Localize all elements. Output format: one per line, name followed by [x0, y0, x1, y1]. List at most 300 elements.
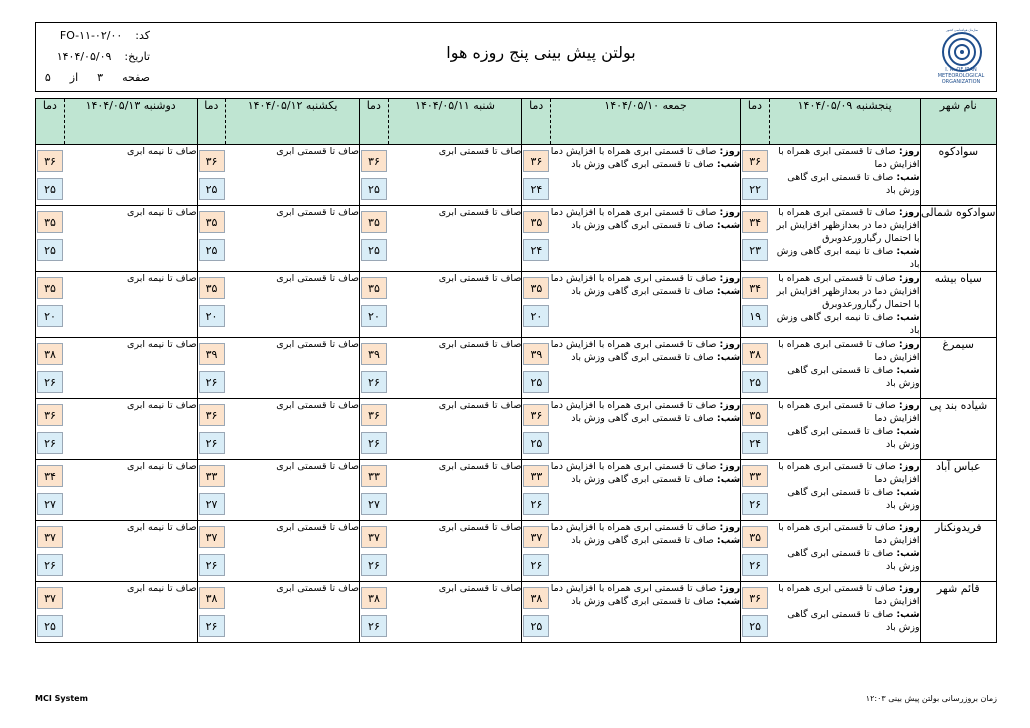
min-temp: ۲۵ — [37, 615, 63, 637]
night-forecast — [769, 608, 919, 634]
forecast-text: صاف تا قسمتی ابری — [276, 273, 359, 284]
day-column-header: پنجشنبه ۱۴۰۴/۰۵/۰۹ — [769, 99, 920, 145]
day-forecast-text: صاف تا قسمتی ابری همراه با افزایش دما — [778, 522, 920, 546]
max-temp: ۳۸ — [37, 343, 63, 365]
min-temp: ۲۰ — [199, 305, 225, 327]
night-forecast-text: صاف تا قسمتی ابری گاهی وزش باد — [787, 172, 920, 196]
min-temp: ۱۹ — [742, 305, 768, 327]
temperature-cell — [197, 206, 226, 272]
night-forecast — [769, 364, 919, 390]
day-label: روز: — [719, 273, 741, 284]
min-temp: ۲۶ — [361, 615, 387, 637]
temp-column-header: دما — [36, 99, 65, 145]
night-forecast-text: صاف تا نیمه ابری گاهی وزش باد — [776, 246, 920, 270]
min-temp: ۲۶ — [361, 554, 387, 576]
max-temp: ۳۵ — [361, 277, 387, 299]
day-forecast — [551, 460, 741, 473]
min-temp: ۲۵ — [361, 178, 387, 200]
forecast-description — [64, 399, 197, 460]
day-forecast — [769, 399, 919, 425]
forecast-description — [769, 460, 920, 521]
min-temp: ۲۵ — [523, 615, 549, 637]
temperature-cell — [522, 145, 551, 206]
temperature-cell — [741, 145, 770, 206]
temperature-cell — [741, 582, 770, 643]
footer-system-name: MCI System — [35, 694, 88, 703]
day-forecast — [769, 338, 919, 364]
forecast-description — [226, 521, 360, 582]
temperature-cell — [359, 460, 388, 521]
forecast-description — [388, 145, 522, 206]
min-temp: ۲۰ — [523, 305, 549, 327]
max-temp: ۳۳ — [742, 465, 768, 487]
forecast-description — [769, 338, 920, 399]
day-forecast-text: صاف تا قسمتی ابری همراه با افزایش دما — [778, 400, 920, 424]
forecast-text: صاف تا قسمتی ابری — [276, 146, 359, 157]
min-temp: ۲۵ — [742, 371, 768, 393]
temperature-cell — [359, 206, 388, 272]
max-temp: ۳۵ — [742, 404, 768, 426]
forecast-description — [388, 399, 522, 460]
forecast-text: صاف تا قسمتی ابری — [438, 522, 522, 533]
temperature-cell — [36, 145, 65, 206]
day-forecast-text: صاف تا قسمتی ابری همراه با افزایش دما — [550, 207, 717, 218]
day-label: روز: — [719, 461, 741, 472]
night-forecast-text: صاف تا قسمتی ابری گاهی وزش باد — [787, 548, 920, 572]
temperature-cell — [359, 521, 388, 582]
forecast-text: صاف تا نیمه ابری — [127, 583, 197, 594]
forecast-text: صاف تا قسمتی ابری — [276, 522, 359, 533]
max-temp: ۳۵ — [523, 277, 549, 299]
night-label: شب: — [716, 596, 741, 607]
day-label: روز: — [898, 339, 920, 350]
forecast-text: صاف تا نیمه ابری — [127, 146, 197, 157]
logo-line: I. R. OF IRAN — [945, 67, 977, 73]
day-label: روز: — [719, 583, 741, 594]
night-label: شب: — [896, 246, 920, 257]
forecast-description — [388, 582, 522, 643]
day-column-header: دوشنبه ۱۴۰۴/۰۵/۱۳ — [64, 99, 197, 145]
forecast-text: صاف تا قسمتی ابری — [438, 583, 522, 594]
day-forecast-text: صاف تا قسمتی ابری همراه با افزایش دما — [550, 273, 717, 284]
min-temp: ۲۵ — [523, 371, 549, 393]
temperature-cell — [197, 521, 226, 582]
day-label: روز: — [719, 207, 741, 218]
day-forecast — [551, 521, 741, 534]
forecast-text: صاف تا قسمتی ابری — [438, 207, 522, 218]
day-forecast — [551, 582, 741, 595]
night-label: شب: — [896, 426, 920, 437]
temperature-cell — [522, 521, 551, 582]
day-forecast-text: صاف تا قسمتی ابری همراه با افزایش دما — [778, 461, 920, 485]
min-temp: ۲۰ — [37, 305, 63, 327]
min-temp: ۲۳ — [742, 239, 768, 261]
min-temp: ۲۵ — [37, 239, 63, 261]
max-temp: ۳۶ — [742, 587, 768, 609]
date-value: ۱۴۰۴/۰۵/۰۹ — [56, 50, 112, 63]
temperature-cell — [197, 145, 226, 206]
forecast-description — [226, 206, 360, 272]
day-label: روز: — [898, 146, 920, 157]
city-name: شیاده بند پی — [920, 399, 996, 460]
temperature-cell — [197, 399, 226, 460]
max-temp: ۳۷ — [37, 526, 63, 548]
day-forecast-text: صاف تا قسمتی ابری همراه با افزایش دما — [550, 461, 717, 472]
forecast-description — [64, 521, 197, 582]
forecast-description — [551, 338, 741, 399]
night-label: شب: — [896, 312, 920, 323]
night-forecast — [769, 171, 919, 197]
min-temp: ۲۶ — [199, 432, 225, 454]
night-forecast — [769, 245, 919, 271]
forecast-description — [226, 145, 360, 206]
day-forecast-text: صاف تا قسمتی ابری همراه با افزایش دما — [550, 400, 717, 411]
temp-column-header: دما — [522, 99, 551, 145]
forecast-description — [551, 399, 741, 460]
table-row — [36, 521, 997, 582]
night-label: شب: — [716, 413, 741, 424]
day-forecast — [551, 145, 741, 158]
day-label: روز: — [898, 207, 920, 218]
table-row — [36, 272, 997, 338]
temperature-cell — [197, 460, 226, 521]
night-label: شب: — [896, 609, 920, 620]
temperature-cell — [522, 272, 551, 338]
page-label: صفحه — [122, 71, 150, 84]
day-forecast — [769, 206, 919, 245]
max-temp: ۳۴ — [742, 277, 768, 299]
date-row — [57, 50, 150, 63]
max-temp: ۳۶ — [523, 404, 549, 426]
title-box — [156, 22, 927, 92]
forecast-description — [769, 206, 920, 272]
temperature-cell — [36, 582, 65, 643]
night-forecast-text: صاف تا قسمتی ابری گاهی وزش باد — [787, 487, 920, 511]
temperature-cell — [741, 460, 770, 521]
night-forecast — [769, 486, 919, 512]
day-forecast-text: صاف تا قسمتی ابری همراه با افزایش دما در بعدازظهر افزایش ابر با احتمال رگبارورعدوبرق — [776, 273, 920, 310]
page-row — [45, 71, 150, 84]
day-label: روز: — [719, 522, 741, 533]
temperature-cell — [522, 206, 551, 272]
date-label: تاریخ: — [124, 50, 150, 63]
night-forecast-text: صاف تا قسمتی ابری گاهی وزش باد — [787, 426, 920, 450]
min-temp: ۲۷ — [361, 493, 387, 515]
max-temp: ۳۶ — [361, 404, 387, 426]
night-forecast-text: صاف تا قسمتی ابری گاهی وزش باد — [571, 474, 714, 485]
night-label: شب: — [716, 286, 741, 297]
day-forecast-text: صاف تا قسمتی ابری همراه با افزایش دما — [778, 146, 920, 170]
max-temp: ۳۴ — [742, 211, 768, 233]
forecast-description — [388, 272, 522, 338]
night-forecast — [769, 425, 919, 451]
table-row — [36, 206, 997, 272]
night-label: شب: — [896, 548, 920, 559]
forecast-description — [226, 399, 360, 460]
night-forecast — [551, 285, 741, 298]
temperature-cell — [359, 399, 388, 460]
max-temp: ۳۳ — [199, 465, 225, 487]
city-name: قائم شهر — [920, 582, 996, 643]
night-forecast — [551, 412, 741, 425]
night-forecast — [551, 158, 741, 171]
max-temp: ۳۴ — [37, 465, 63, 487]
forecast-description — [64, 338, 197, 399]
min-temp: ۲۶ — [199, 554, 225, 576]
forecast-description — [64, 272, 197, 338]
page-total: ۵ — [44, 71, 51, 84]
temperature-cell — [741, 399, 770, 460]
temperature-cell — [741, 521, 770, 582]
day-forecast — [769, 582, 919, 608]
forecast-text: صاف تا قسمتی ابری — [438, 400, 522, 411]
min-temp: ۲۴ — [742, 432, 768, 454]
night-forecast-text: صاف تا قسمتی ابری گاهی وزش باد — [571, 352, 714, 363]
forecast-description — [551, 145, 741, 206]
min-temp: ۲۶ — [361, 371, 387, 393]
code-value: FO-۱۱-۰۲/۰۰ — [59, 29, 123, 42]
forecast-description — [769, 582, 920, 643]
forecast-description — [551, 272, 741, 338]
min-temp: ۲۶ — [523, 493, 549, 515]
min-temp: ۲۰ — [361, 305, 387, 327]
day-forecast — [769, 521, 919, 547]
max-temp: ۳۹ — [361, 343, 387, 365]
night-label: شب: — [896, 487, 920, 498]
city-name: فریدونکنار — [920, 521, 996, 582]
night-forecast — [551, 219, 741, 232]
max-temp: ۳۶ — [742, 150, 768, 172]
max-temp: ۳۵ — [742, 526, 768, 548]
night-label: شب: — [716, 474, 741, 485]
min-temp: ۲۶ — [742, 554, 768, 576]
temperature-cell — [522, 399, 551, 460]
temperature-cell — [36, 206, 65, 272]
min-temp: ۲۵ — [742, 615, 768, 637]
min-temp: ۲۴ — [523, 178, 549, 200]
day-forecast-text: صاف تا قسمتی ابری همراه با افزایش دما — [778, 583, 920, 607]
forecast-description — [388, 521, 522, 582]
day-label: روز: — [719, 339, 741, 350]
forecast-text: صاف تا قسمتی ابری — [276, 339, 359, 350]
max-temp: ۳۵ — [523, 211, 549, 233]
day-forecast — [769, 460, 919, 486]
max-temp: ۳۵ — [199, 211, 225, 233]
temperature-cell — [36, 460, 65, 521]
forecast-description — [551, 460, 741, 521]
forecast-description — [388, 206, 522, 272]
forecast-text: صاف تا نیمه ابری — [127, 522, 197, 533]
temperature-cell — [36, 272, 65, 338]
day-label: روز: — [898, 461, 920, 472]
forecast-text: صاف تا قسمتی ابری — [276, 583, 359, 594]
min-temp: ۲۵ — [37, 178, 63, 200]
max-temp: ۳۶ — [523, 150, 549, 172]
forecast-description — [64, 460, 197, 521]
min-temp: ۲۶ — [361, 432, 387, 454]
forecast-text: صاف تا قسمتی ابری — [276, 461, 359, 472]
day-forecast-text: صاف تا قسمتی ابری همراه با افزایش دما در بعدازظهر افزایش ابر با احتمال رگبارورعدوبرق — [776, 207, 920, 244]
max-temp: ۳۵ — [361, 211, 387, 233]
temperature-cell — [741, 338, 770, 399]
forecast-description — [64, 145, 197, 206]
max-temp: ۳۵ — [199, 277, 225, 299]
temperature-cell — [36, 338, 65, 399]
night-forecast-text: صاف تا نیمه ابری گاهی وزش باد — [776, 312, 920, 336]
temperature-cell — [741, 272, 770, 338]
temperature-cell — [197, 582, 226, 643]
temperature-cell — [522, 460, 551, 521]
day-forecast-text: صاف تا قسمتی ابری همراه با افزایش دما — [550, 522, 717, 533]
forecast-description — [769, 145, 920, 206]
day-forecast-text: صاف تا قسمتی ابری همراه با افزایش دما — [778, 339, 920, 363]
max-temp: ۳۸ — [742, 343, 768, 365]
day-label: روز: — [898, 522, 920, 533]
forecast-description — [769, 521, 920, 582]
night-forecast-text: صاف تا قسمتی ابری گاهی وزش باد — [571, 535, 714, 546]
min-temp: ۲۷ — [199, 493, 225, 515]
max-temp: ۳۸ — [523, 587, 549, 609]
night-forecast — [551, 534, 741, 547]
max-temp: ۳۶ — [37, 404, 63, 426]
day-label: روز: — [898, 583, 920, 594]
day-forecast — [769, 272, 919, 311]
night-forecast — [551, 473, 741, 486]
min-temp: ۲۶ — [523, 554, 549, 576]
forecast-rows — [36, 145, 997, 643]
forecast-description — [226, 460, 360, 521]
day-column-header: یکشنبه ۱۴۰۴/۰۵/۱۲ — [226, 99, 360, 145]
max-temp: ۳۶ — [199, 404, 225, 426]
night-label: شب: — [896, 365, 920, 376]
day-forecast — [551, 206, 741, 219]
day-forecast-text: صاف تا قسمتی ابری همراه با افزایش دما — [550, 583, 717, 594]
footer-update-time: زمان بروزرسانی بولتن پیش بینی ۱۲:۰۳ — [865, 694, 997, 703]
city-name: سوادکوه — [920, 145, 996, 206]
forecast-text: صاف تا قسمتی ابری — [276, 207, 359, 218]
document-meta-box — [35, 22, 157, 92]
day-forecast — [769, 145, 919, 171]
night-forecast-text: صاف تا قسمتی ابری گاهی وزش باد — [787, 365, 920, 389]
max-temp: ۳۶ — [199, 150, 225, 172]
temperature-cell — [36, 521, 65, 582]
min-temp: ۲۵ — [199, 178, 225, 200]
max-temp: ۳۳ — [523, 465, 549, 487]
forecast-text: صاف تا قسمتی ابری — [438, 273, 522, 284]
max-temp: ۳۵ — [37, 277, 63, 299]
temperature-cell — [359, 145, 388, 206]
day-label: روز: — [898, 400, 920, 411]
forecast-text: صاف تا نیمه ابری — [127, 339, 197, 350]
temperature-cell — [359, 338, 388, 399]
temperature-cell — [522, 338, 551, 399]
table-row — [36, 145, 997, 206]
min-temp: ۲۶ — [199, 615, 225, 637]
temp-column-header: دما — [197, 99, 226, 145]
forecast-text: صاف تا قسمتی ابری — [438, 146, 522, 157]
max-temp: ۳۷ — [523, 526, 549, 548]
night-forecast-text: صاف تا قسمتی ابری گاهی وزش باد — [571, 596, 714, 607]
night-label: شب: — [716, 352, 741, 363]
table-row — [36, 338, 997, 399]
code-label: کد: — [135, 29, 150, 42]
night-label: شب: — [896, 172, 920, 183]
max-temp: ۳۷ — [199, 526, 225, 548]
min-temp: ۲۶ — [199, 371, 225, 393]
forecast-description — [226, 582, 360, 643]
city-column-header: نام شهر — [920, 99, 996, 145]
min-temp: ۲۵ — [361, 239, 387, 261]
forecast-description — [64, 582, 197, 643]
forecast-description — [769, 272, 920, 338]
min-temp: ۲۶ — [37, 371, 63, 393]
forecast-description — [551, 521, 741, 582]
bulletin-header — [35, 22, 997, 92]
page-of: از — [69, 71, 79, 84]
page-current: ۳ — [97, 71, 104, 84]
forecast-description — [64, 206, 197, 272]
day-forecast-text: صاف تا قسمتی ابری همراه با افزایش دما — [550, 339, 717, 350]
logo-box — [926, 22, 997, 92]
table-row — [36, 460, 997, 521]
svg-text:سازمان هواشناسی کشور: سازمان هواشناسی کشور — [946, 28, 978, 32]
day-forecast — [551, 338, 741, 351]
logo-caption — [928, 67, 994, 85]
max-temp: ۳۶ — [361, 150, 387, 172]
max-temp: ۳۳ — [361, 465, 387, 487]
max-temp: ۳۶ — [37, 150, 63, 172]
table-row — [36, 582, 997, 643]
city-name: عباس آباد — [920, 460, 996, 521]
night-forecast — [551, 595, 741, 608]
forecast-description — [226, 272, 360, 338]
max-temp: ۳۷ — [37, 587, 63, 609]
city-name: سیاه بیشه — [920, 272, 996, 338]
max-temp: ۳۷ — [361, 526, 387, 548]
logo-line: ORGANIZATION — [941, 79, 981, 85]
night-label: شب: — [716, 159, 741, 170]
day-label: روز: — [719, 146, 741, 157]
temperature-cell — [359, 272, 388, 338]
day-column-header: شنبه ۱۴۰۴/۰۵/۱۱ — [388, 99, 522, 145]
night-forecast-text: صاف تا قسمتی ابری گاهی وزش باد — [571, 220, 714, 231]
temperature-cell — [197, 272, 226, 338]
max-temp: ۳۹ — [199, 343, 225, 365]
min-temp: ۲۴ — [523, 239, 549, 261]
day-column-header: جمعه ۱۴۰۴/۰۵/۱۰ — [551, 99, 741, 145]
forecast-description — [388, 338, 522, 399]
temperature-cell — [197, 338, 226, 399]
temperature-cell — [359, 582, 388, 643]
max-temp: ۳۸ — [361, 587, 387, 609]
night-forecast-text: صاف تا قسمتی ابری گاهی وزش باد — [571, 286, 714, 297]
forecast-description — [388, 460, 522, 521]
forecast-description — [551, 206, 741, 272]
forecast-description — [226, 338, 360, 399]
temperature-cell — [36, 399, 65, 460]
night-forecast — [769, 547, 919, 573]
temperature-cell — [522, 582, 551, 643]
day-forecast-text: صاف تا قسمتی ابری همراه با افزایش دما — [550, 146, 717, 157]
day-forecast — [551, 272, 741, 285]
forecast-table — [35, 98, 997, 643]
logo-line: METEOROLOGICAL — [937, 73, 985, 79]
min-temp: ۲۶ — [37, 432, 63, 454]
forecast-text: صاف تا نیمه ابری — [127, 273, 197, 284]
temp-column-header: دما — [741, 99, 770, 145]
temperature-cell — [741, 206, 770, 272]
day-forecast — [551, 399, 741, 412]
